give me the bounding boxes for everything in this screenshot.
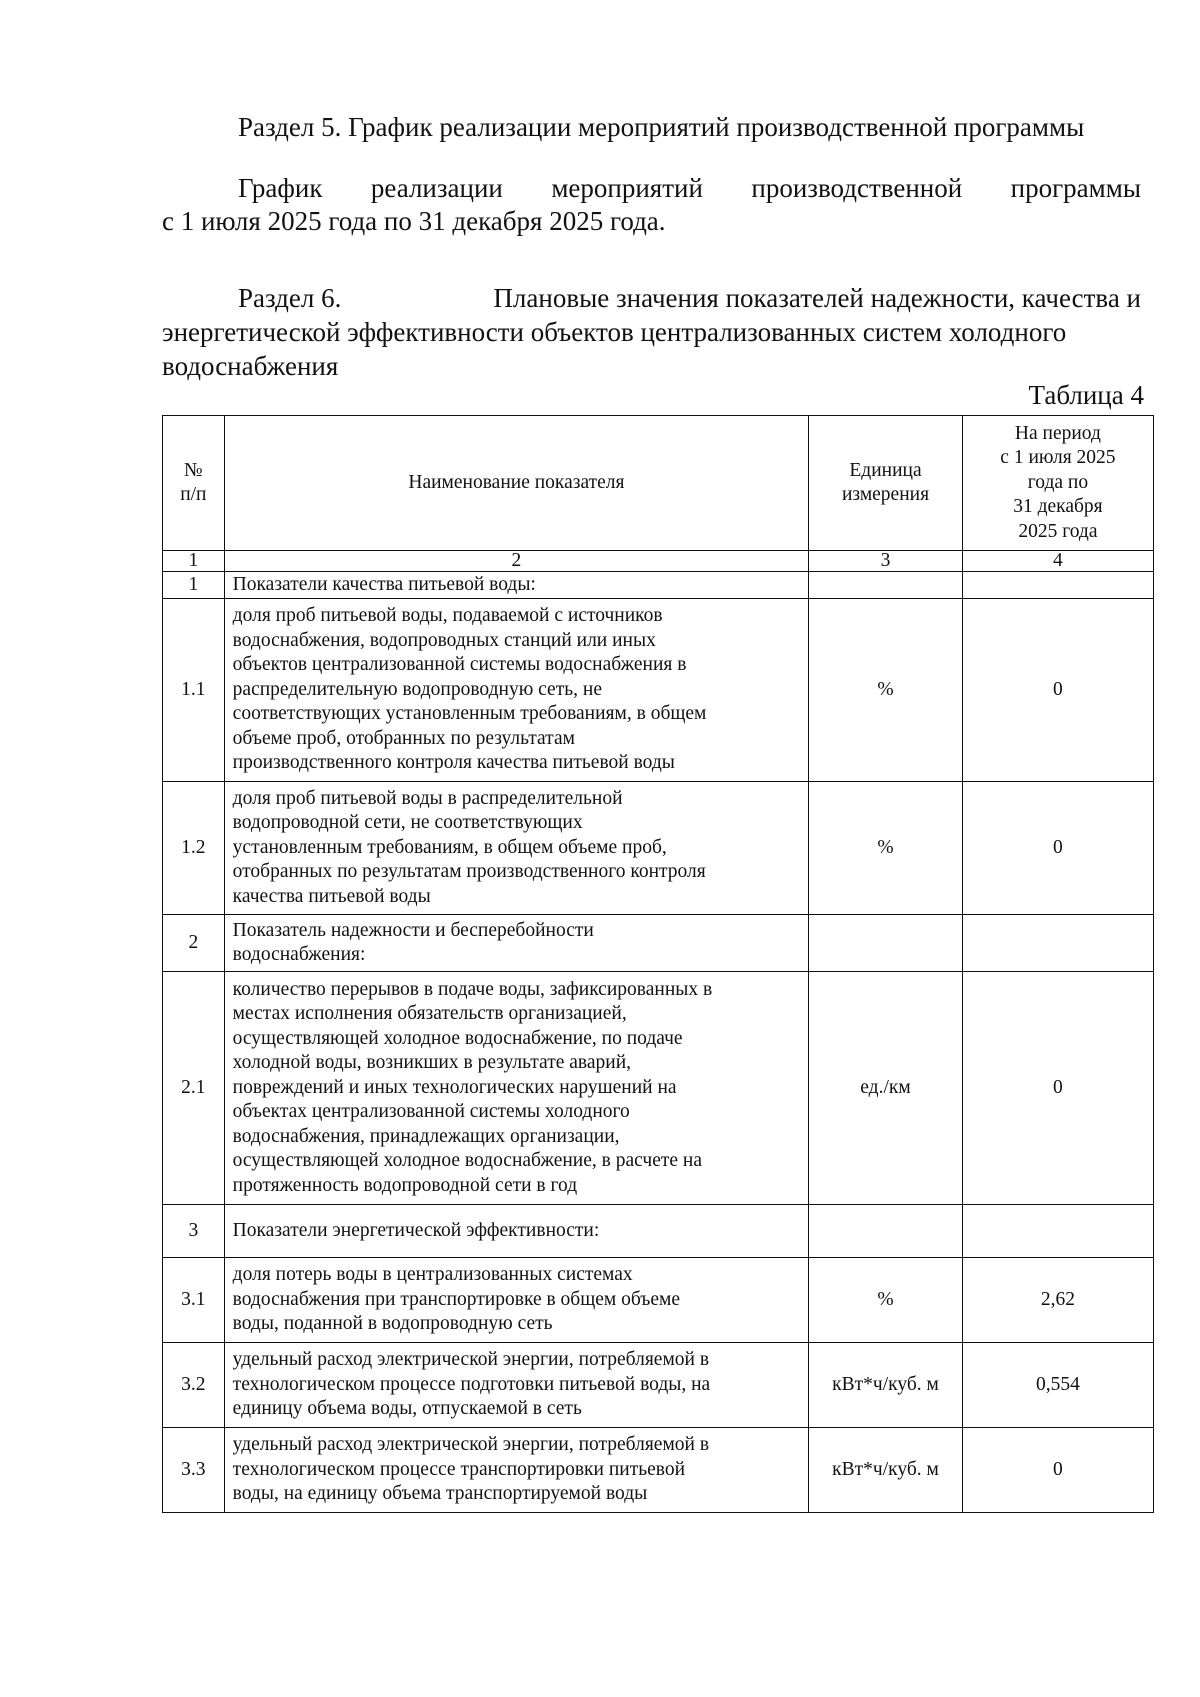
header-name: Наименование показателя [224,416,808,551]
indicator-value: 0,554 [962,1343,1153,1428]
section5-word: программы [1010,173,1141,203]
section5-word: реализации [370,173,503,203]
row-number: 1.2 [163,782,225,915]
table-row [163,1428,1154,1513]
section6-number: Раздел 6. [238,283,342,313]
column-index: 2 [224,551,808,572]
row-number: 3 [163,1205,225,1258]
table-header-row [163,416,1154,551]
table-row [163,599,1154,782]
indicator-unit: % [809,599,963,782]
header-period: На период с 1 июля 2025 года по 31 декабря 2025 года [962,416,1153,551]
section6-heading-line2: энергетической эффективности объектов централизованных систем холодного [162,317,1067,347]
indicator-name: удельный расход электрической энергии, потребляемой в технологическом процессе транспортировки питьевой воды, на единицу объема транспортируемой воды [224,1428,808,1513]
indicator-value [962,915,1153,972]
table-group-row [163,1205,1154,1258]
row-number: 3.3 [163,1428,225,1513]
section5-word: мероприятий [551,173,703,203]
table-row [163,972,1154,1205]
indicator-name: Показатель надежности и бесперебойности водоснабжения: [224,915,808,972]
column-index-row [163,551,1154,572]
indicator-name: доля потерь воды в централизованных системах водоснабжения при транспортировке в общем объеме воды, поданной в водопроводную сеть [224,1258,808,1343]
indicators-table [162,415,1154,1513]
indicator-unit [809,1205,963,1258]
indicator-value [962,1205,1153,1258]
indicator-unit: ед./км [809,972,963,1205]
column-index: 4 [962,551,1153,572]
row-number: 1.1 [163,599,225,782]
row-number: 2.1 [163,972,225,1205]
indicator-name: Показатели качества питьевой воды: [224,572,808,599]
indicator-unit: % [809,1258,963,1343]
section6-heading-line1 [162,281,1141,315]
column-index: 3 [809,551,963,572]
header-num: № п/п [163,416,225,551]
indicator-unit: кВт*ч/куб. м [809,1343,963,1428]
indicator-value: 0 [962,782,1153,915]
indicator-value: 2,62 [962,1258,1153,1343]
section5-heading: Раздел 5. График реализации мероприятий производственной программы [238,112,1085,142]
header-unit: Единица измерения [809,416,963,551]
indicator-unit: % [809,782,963,915]
row-number: 3.1 [163,1258,225,1343]
indicator-name: доля проб питьевой воды в распределительной водопроводной сети, не соответствующих установленным требованиям, в общем объеме проб, отобранных по результатам производственного контроля качества питьевой воды [224,782,808,915]
table-caption: Таблица 4 [1028,380,1144,410]
column-index: 1 [163,551,225,572]
table-group-row [163,915,1154,972]
section5-word: производственной [751,173,963,203]
section6-title-start: Плановые значения показателей надежности, качества и [493,283,1141,313]
row-number: 2 [163,915,225,972]
row-number: 3.2 [163,1343,225,1428]
indicator-value: 0 [962,1428,1153,1513]
section5-word: График [238,173,323,203]
section6-heading-line3: водоснабжения [162,351,339,381]
indicator-unit: кВт*ч/куб. м [809,1428,963,1513]
section6-heading [162,281,1141,383]
indicator-name: доля проб питьевой воды, подаваемой с источников водоснабжения, водопроводных станций или иных объектов централизованной системы водоснабжения в распределительную водопроводную сеть, не соответствующих установленным требованиям, в общем объеме проб, отобранных по результатам производственного контроля качества питьевой воды [224,599,808,782]
section5-schedule-period: с 1 июля 2025 года по 31 декабря 2025 года. [162,206,666,236]
indicator-unit [809,572,963,599]
table-row [163,782,1154,915]
table-row [163,1258,1154,1343]
table-row [163,1343,1154,1428]
indicator-value: 0 [962,599,1153,782]
indicator-value [962,572,1153,599]
table-group-row [163,572,1154,599]
indicator-name: количество перерывов в подаче воды, зафиксированных в местах исполнения обязательств организацией, осуществляющей холодное водоснабжение, по подаче холодной воды, возникших в результате аварий, повреждений и иных технологических нарушений на объектах централизованной системы холодного водоснабжения, принадлежащих организации, осуществляющей холодное водоснабжение, в расчете на протяженность водопроводной сети в год [224,972,808,1205]
indicator-name: Показатели энергетической эффективности: [224,1205,808,1258]
indicator-name: удельный расход электрической энергии, потребляемой в технологическом процессе подготовки питьевой воды, на единицу объема воды, отпускаемой в сеть [224,1343,808,1428]
row-number: 1 [163,572,225,599]
indicator-value: 0 [962,972,1153,1205]
section5-schedule-line [238,173,1141,204]
indicator-unit [809,915,963,972]
